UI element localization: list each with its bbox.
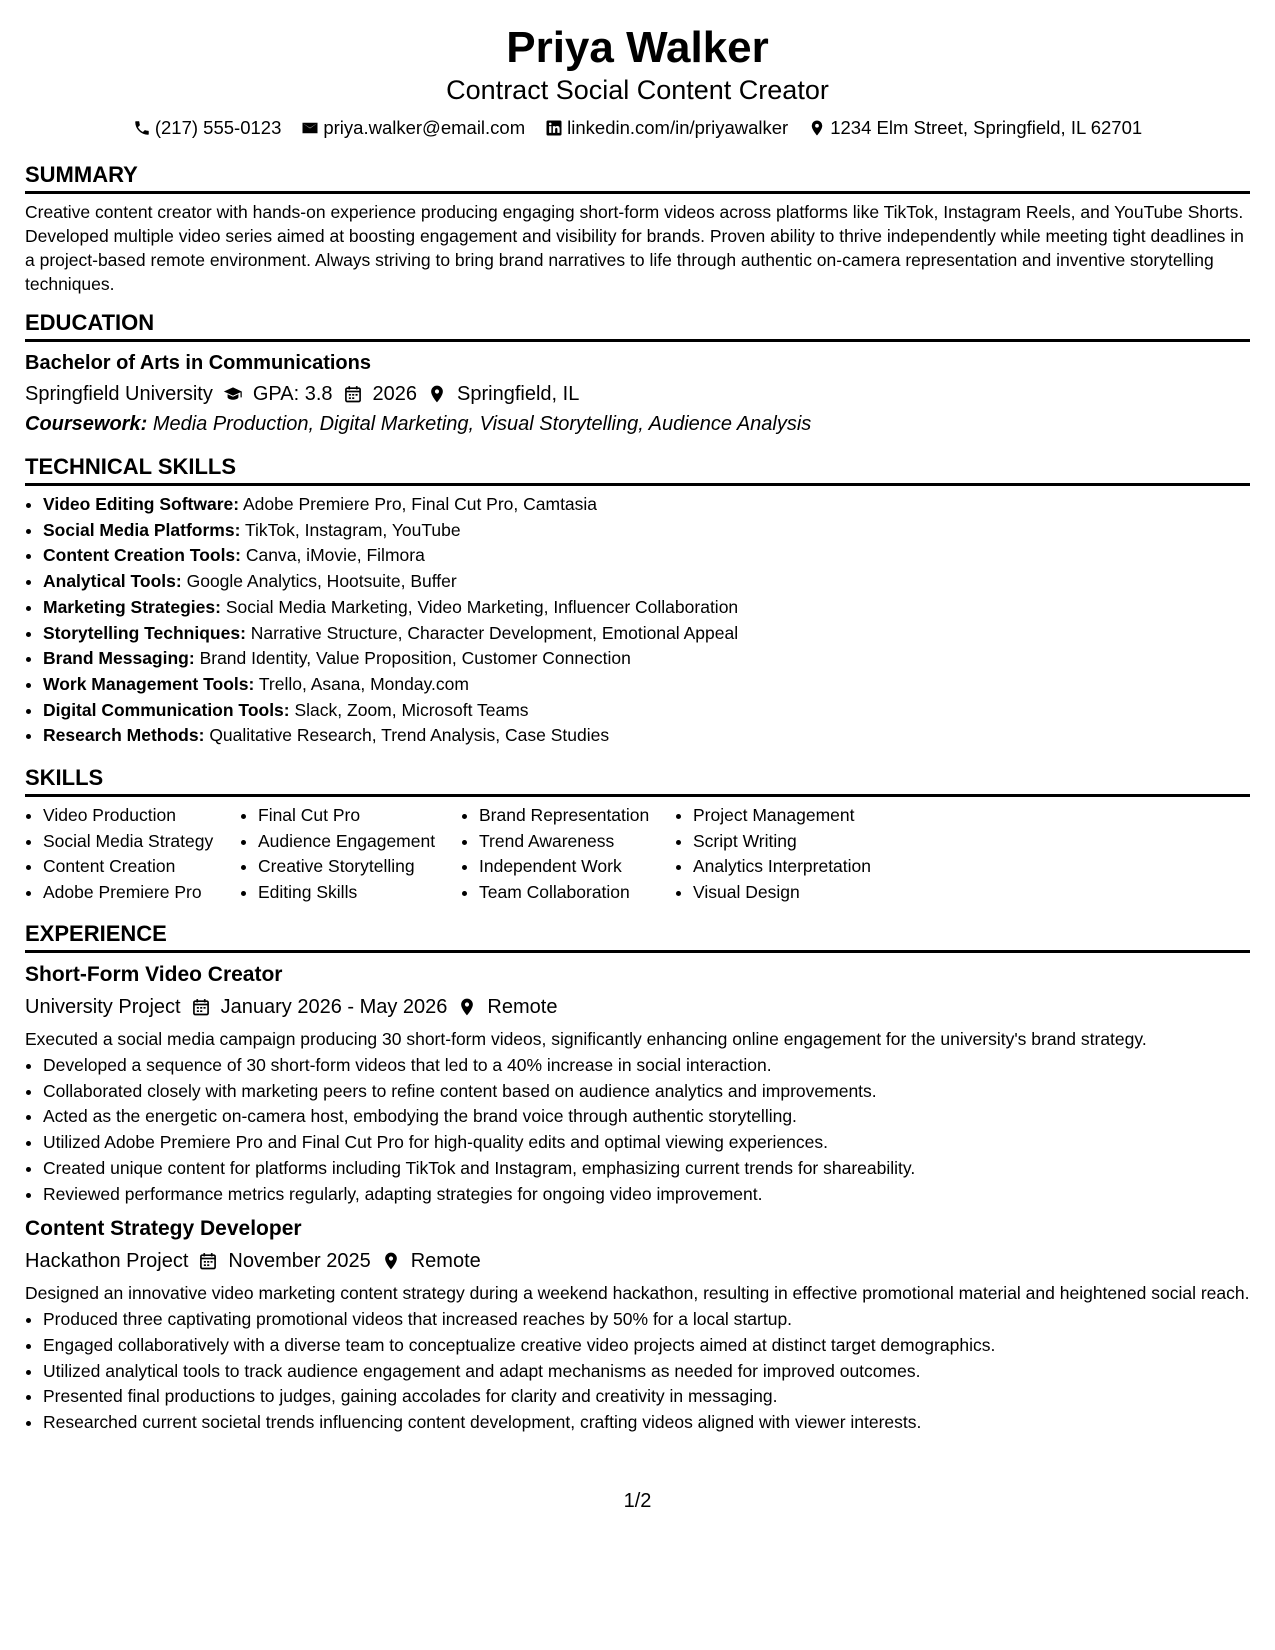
education-meta	[25, 380, 1250, 408]
skills-heading: SKILLS	[25, 765, 1250, 797]
job-dates: January 2026 - May 2026	[220, 996, 448, 1018]
job-meta	[25, 1247, 1250, 1275]
list-item: • Produced three captivating promotional videos that increased reaches by 50% for a local startup.	[43, 1307, 1250, 1333]
skill-category: Social Media Platforms:	[43, 519, 241, 540]
job-title: Content Strategy Developer	[25, 1217, 302, 1241]
calendar-icon	[191, 997, 211, 1017]
list-item: • Brand Representation	[479, 803, 675, 829]
list-item: • Acted as the energetic on-camera host, embodying the brand voice through authentic storytelling.	[43, 1104, 1250, 1130]
job-description: Designed an innovative video marketing content strategy during a weekend hackathon, resulting in effective promotional material and heightened social reach.	[25, 1283, 1250, 1304]
list-item: • Final Cut Pro	[258, 803, 461, 829]
skills-column	[675, 803, 913, 906]
list-item: • Social Media Strategy	[43, 829, 240, 855]
technical-skills-heading: TECHNICAL SKILLS	[25, 454, 1250, 486]
list-item: • Utilized Adobe Premiere Pro and Final Cut Pro for high-quality edits and optimal viewing experiences.	[43, 1130, 1250, 1156]
skill-values: Qualitative Research, Trend Analysis, Case Studies	[209, 725, 610, 746]
skills-column	[461, 803, 675, 906]
summary-heading: SUMMARY	[25, 162, 1250, 194]
list-item	[43, 698, 1250, 724]
location-pin-icon	[808, 119, 826, 137]
list-item	[43, 646, 1250, 672]
job-org: Hackathon Project	[25, 1250, 189, 1273]
job-org: University Project	[25, 996, 181, 1018]
list-item: • Adobe Premiere Pro	[43, 880, 240, 906]
skill-category: Analytical Tools:	[43, 571, 182, 592]
skill-values: Google Analytics, Hootsuite, Buffer	[186, 571, 457, 592]
contact-linkedin[interactable]	[545, 116, 788, 140]
list-item: • Visual Design	[693, 880, 913, 906]
skill-values: Adobe Premiere Pro, Final Cut Pro, Camtasia	[243, 494, 598, 514]
skill-category: Content Creation Tools:	[43, 545, 241, 566]
list-item: • Engaged collaboratively with a diverse team to conceptualize creative video projects aimed at distinct target demographics.	[43, 1333, 1250, 1359]
skill-values: TikTok, Instagram, YouTube	[244, 519, 461, 540]
list-item: • Creative Storytelling	[258, 854, 461, 880]
skills-column	[25, 803, 240, 906]
location-pin-icon	[381, 1251, 401, 1271]
list-item: • Researched current societal trends influencing content development, crafting videos aligned with viewer interests.	[43, 1410, 1250, 1436]
skills-column	[240, 803, 461, 906]
technical-skills-section	[25, 454, 1250, 749]
contact-row	[25, 116, 1250, 140]
phone-icon	[133, 119, 151, 137]
list-item	[43, 723, 1250, 749]
list-item	[43, 621, 1250, 647]
linkedin-icon	[545, 119, 563, 137]
skill-values: Canva, iMovie, Filmora	[245, 545, 425, 566]
job-description: Executed a social media campaign producing 30 short-form videos, significantly enhancing online engagement for the university's brand strategy.	[25, 1029, 1147, 1049]
graduation-cap-icon	[223, 384, 243, 404]
list-item: • Presented final productions to judges, gaining accolades for clarity and creativity in messaging.	[43, 1384, 1250, 1410]
education-heading: EDUCATION	[25, 310, 1250, 342]
technical-skills-list	[25, 492, 1250, 749]
skill-values: Social Media Marketing, Video Marketing, Influencer Collaboration	[225, 596, 739, 617]
list-item	[43, 595, 1250, 621]
list-item: • Collaborated closely with marketing peers to refine content based on audience analytics and improvements.	[43, 1079, 1250, 1105]
list-item: • Trend Awareness	[479, 829, 675, 855]
list-item: • Content Creation	[43, 854, 240, 880]
list-item: • Utilized analytical tools to track audience engagement and adapt mechanisms as needed for improved outcomes.	[43, 1359, 1250, 1385]
list-item	[43, 492, 1250, 518]
location-pin-icon	[427, 384, 447, 404]
email-link[interactable]: priya.walker@email.com	[323, 117, 526, 138]
list-item: • Script Writing	[693, 829, 913, 855]
skill-category: Digital Communication Tools:	[43, 699, 290, 720]
list-item	[43, 672, 1250, 698]
list-item	[43, 569, 1250, 595]
job-entry	[25, 1215, 1250, 1436]
job-location: Remote	[487, 996, 558, 1018]
skill-values: Narrative Structure, Character Development, Emotional Appeal	[250, 622, 739, 643]
skill-category: Storytelling Techniques:	[43, 622, 246, 643]
skill-values: Brand Identity, Value Proposition, Customer Connection	[199, 648, 631, 669]
list-item: • Reviewed performance metrics regularly, adapting strategies for ongoing video improvement.	[43, 1182, 1250, 1208]
school-location: Springfield, IL	[457, 383, 580, 405]
gpa: GPA: 3.8	[252, 383, 333, 405]
job-bullets	[25, 1053, 1250, 1207]
job-bullets	[25, 1307, 1250, 1436]
job-location: Remote	[410, 1250, 481, 1273]
experience-section	[25, 921, 1250, 1436]
skills-grid	[25, 803, 1250, 906]
list-item: • Developed a sequence of 30 short-form videos that led to a 40% increase in social interaction.	[43, 1053, 1250, 1079]
experience-heading: EXPERIENCE	[25, 921, 1250, 953]
contact-phone	[133, 116, 282, 140]
job-dates: November 2025	[228, 1250, 371, 1273]
list-item: • Video Production	[43, 803, 240, 829]
coursework	[25, 410, 1250, 438]
school-name: Springfield University	[25, 383, 213, 405]
address-text: 1234 Elm Street, Springfield, IL 62701	[830, 117, 1143, 138]
coursework-label: Coursework:	[25, 413, 148, 435]
calendar-icon	[343, 384, 363, 404]
graduation-year: 2026	[372, 383, 418, 405]
calendar-icon	[198, 1251, 218, 1271]
candidate-title: Contract Social Content Creator	[446, 75, 829, 105]
list-item	[43, 543, 1250, 569]
list-item	[43, 518, 1250, 544]
contact-address	[808, 116, 1142, 140]
skill-category: Marketing Strategies:	[43, 596, 221, 617]
list-item: • Audience Engagement	[258, 829, 461, 855]
contact-email[interactable]	[301, 116, 525, 140]
job-meta	[25, 993, 1250, 1021]
job-entry	[25, 961, 1250, 1207]
list-item: • Created unique content for platforms including TikTok and Instagram, emphasizing current trends for shareability.	[43, 1156, 1250, 1182]
job-title: Short-Form Video Creator	[25, 963, 283, 986]
linkedin-link[interactable]: linkedin.com/in/priyawalker	[567, 117, 789, 138]
list-item: • Analytics Interpretation	[693, 854, 913, 880]
coursework-list: Media Production, Digital Marketing, Visual Storytelling, Audience Analysis	[152, 413, 812, 435]
skill-category: Brand Messaging:	[43, 648, 195, 669]
skill-category: Work Management Tools:	[43, 673, 255, 694]
list-item: • Editing Skills	[258, 880, 461, 906]
phone-text: (217) 555-0123	[154, 117, 282, 138]
skill-category: Video Editing Software:	[43, 494, 240, 514]
candidate-name: Priya Walker	[506, 23, 769, 72]
resume-page	[25, 0, 1250, 1512]
page-number: 1/2	[623, 1490, 652, 1512]
skills-section	[25, 765, 1250, 906]
location-pin-icon	[457, 997, 477, 1017]
list-item: • Project Management	[693, 803, 913, 829]
skill-values: Slack, Zoom, Microsoft Teams	[294, 699, 529, 720]
summary-text: Creative content creator with hands-on experience producing engaging short-form videos across platforms like TikTok, Instagram Reels, and YouTube Shorts. Developed multiple video series aimed at boosting engagement and visibility for brands. Proven ability to thrive independently while meeting tight deadlines in a project-based remote environment. Always striving to bring brand narratives to life through authentic on-camera representation and inventive storytelling techniques.	[25, 202, 1244, 294]
education-section	[25, 310, 1250, 438]
list-item: • Independent Work	[479, 854, 675, 880]
envelope-icon	[301, 119, 319, 137]
skill-category: Research Methods:	[43, 725, 205, 746]
skill-values: Trello, Asana, Monday.com	[258, 673, 469, 694]
summary-section	[25, 162, 1250, 296]
list-item: • Team Collaboration	[479, 880, 675, 906]
degree: Bachelor of Arts in Communications	[25, 352, 371, 374]
